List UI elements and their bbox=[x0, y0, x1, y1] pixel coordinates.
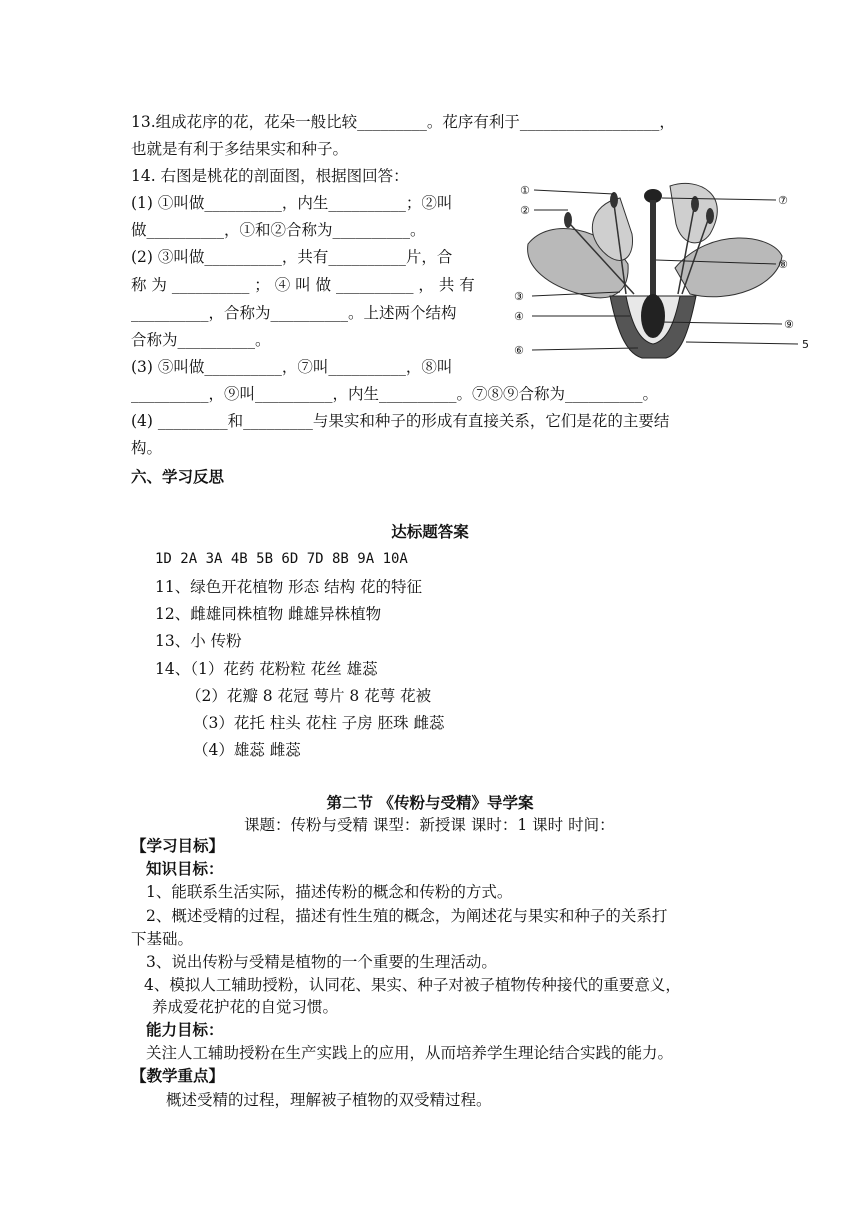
knowledge-heading: 知识目标： bbox=[146, 860, 224, 878]
label-6: ⑥ bbox=[514, 344, 524, 357]
section2-meta: 课题：传粉与受精 课型：新授课 课时：1 课时 时间： bbox=[244, 816, 615, 834]
knowledge-1: 1、能联系生活实际，描述传粉的概念和传粉的方式。 bbox=[146, 883, 513, 901]
q14-part2-line1: (2) ③叫做__________，共有__________片，合 bbox=[131, 248, 453, 266]
knowledge-4-line2: 养成爱花护花的自觉习惯。 bbox=[152, 998, 339, 1016]
q14-part3-line1: (3) ⑤叫做__________，⑦叫__________，⑧叫 bbox=[131, 358, 453, 376]
q14-part2-line4: 合称为__________。 bbox=[131, 331, 271, 349]
q13-line1: 13.组成花序的花，花朵一般比较_________。花序有利于__________________， bbox=[131, 113, 675, 131]
q14-part4-line2: 构。 bbox=[131, 439, 163, 457]
goals-heading: 【学习目标】 bbox=[131, 837, 225, 855]
answer-12: 12、雌雄同株植物 雌雄异株植物 bbox=[155, 605, 382, 623]
q14-stem: 14. 右图是桃花的剖面图，根据图回答： bbox=[131, 167, 409, 185]
q14-part3-line2: __________，⑨叫__________，内生__________。⑦⑧⑨合称为__________。 bbox=[131, 385, 659, 403]
answers-mc: 1D 2A 3A 4B 5B 6D 7D 8B 9A 10A bbox=[155, 551, 408, 567]
knowledge-4-line1: 4、模拟人工辅助授粉，认同花、果实、种子对被子植物传种接代的重要意义， bbox=[144, 976, 681, 994]
label-1: ① bbox=[520, 184, 530, 197]
ability-1: 关注人工辅助授粉在生产实践上的应用，从而培养学生理论结合实践的能力。 bbox=[146, 1044, 674, 1062]
q13-line2: 也就是有利于多结果实和种子。 bbox=[131, 140, 349, 158]
ability-heading: 能力目标： bbox=[146, 1021, 224, 1039]
q14-part2-line2: 称 为 __________ ； ④ 叫 做 __________ ， 共 有 bbox=[131, 276, 475, 294]
label-9: ⑨ bbox=[784, 318, 794, 331]
label-3: ③ bbox=[514, 290, 524, 303]
answer-14-4: （4）雄蕊 雌蕊 bbox=[193, 741, 301, 759]
answer-13: 13、小 传粉 bbox=[155, 632, 242, 650]
knowledge-2-line2: 下基础。 bbox=[131, 930, 194, 948]
label-8: ⑧ bbox=[778, 258, 788, 271]
knowledge-2-line1: 2、概述受精的过程，描述有性生殖的概念，为阐述花与果实和种子的关系打 bbox=[146, 907, 668, 925]
q14-part4-line1: (4) _________和_________与果实和种子的形成有直接关系，它们是花的主要结 bbox=[131, 412, 670, 430]
q14-part1-line2: 做__________，①和②合称为__________。 bbox=[131, 221, 426, 239]
answer-14-3: （3）花托 柱头 花柱 子房 胚珠 雌蕊 bbox=[193, 714, 445, 732]
section2-title: 第二节 《传粉与受精》导学案 bbox=[326, 794, 534, 812]
focus-1: 概述受精的过程，理解被子植物的双受精过程。 bbox=[166, 1091, 492, 1109]
label-2: ② bbox=[520, 204, 530, 217]
answer-14-1: 14、（1）花药 花粉粒 花丝 雄蕊 bbox=[155, 660, 378, 678]
label-5: 5 bbox=[802, 338, 809, 351]
label-7: ⑦ bbox=[778, 194, 788, 207]
answer-11: 11、绿色开花植物 形态 结构 花的特征 bbox=[155, 578, 423, 596]
q14-part1-line1: (1) ①叫做__________，内生__________；②叫 bbox=[131, 194, 453, 212]
section-6-heading: 六、学习反思 bbox=[131, 468, 225, 486]
focus-heading: 【教学重点】 bbox=[131, 1067, 225, 1085]
answer-14-2: （2）花瓣 8 花冠 萼片 8 花萼 花被 bbox=[186, 687, 432, 705]
q14-part2-line3: __________，合称为__________。上述两个结构 bbox=[131, 304, 457, 322]
peach-flower-diagram bbox=[510, 176, 822, 366]
label-4: ④ bbox=[514, 310, 524, 323]
knowledge-3: 3、说出传粉与受精是植物的一个重要的生理活动。 bbox=[146, 953, 497, 971]
answers-title: 达标题答案 bbox=[391, 523, 469, 541]
